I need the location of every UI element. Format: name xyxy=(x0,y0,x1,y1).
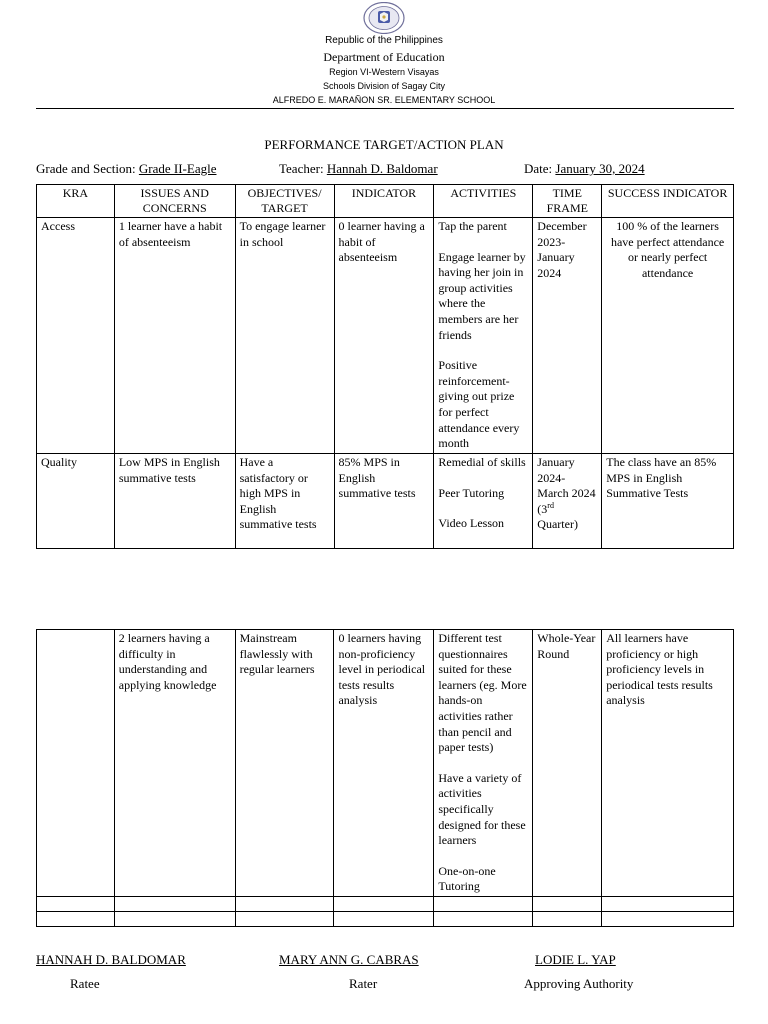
activity-item: Positive reinforcement- giving out prize for perfect attendance every month xyxy=(438,358,520,451)
header-activities: ACTIVITIES xyxy=(434,185,533,218)
grade-section xyxy=(36,161,216,177)
time-frame-cell xyxy=(533,454,602,549)
page-title: PERFORMANCE TARGET/ACTION PLAN xyxy=(264,137,504,152)
division-text: Schools Division of Sagay City xyxy=(322,81,446,91)
issues-cell: Low MPS in English summative tests xyxy=(114,454,235,549)
objectives-cell: Mainstream flawlessly with regular learners xyxy=(235,630,334,897)
date-label: Date: xyxy=(524,161,553,176)
date-value: January 30, 2024 xyxy=(555,161,645,176)
activity-item: Peer Tutoring xyxy=(438,485,505,500)
time-frame-text: January 2024- March 2024 (3 xyxy=(537,455,596,516)
time-frame-cell: Whole-Year Round xyxy=(533,630,602,897)
action-plan-table-continued xyxy=(36,629,734,927)
header-issues: ISSUES AND CONCERNS xyxy=(114,185,235,218)
rater-role: Rater xyxy=(349,976,378,991)
activity-item: Have a variety of activities specifically designed for these learners xyxy=(438,770,526,848)
indicator-cell: 85% MPS in English summative tests xyxy=(334,454,434,549)
header-time-frame: TIME FRAME xyxy=(533,185,602,218)
activity-item: One-on-one Tutoring xyxy=(438,863,496,894)
ordinal-suffix: rd xyxy=(547,500,554,510)
table-row xyxy=(37,218,734,454)
region-text: Region VI-Western Visayas xyxy=(329,67,439,77)
ratee-role: Ratee xyxy=(70,976,100,991)
approver-role: Approving Authority xyxy=(524,976,634,991)
kra-cell xyxy=(37,630,115,897)
grade-value: Grade II-Eagle xyxy=(138,161,217,176)
action-plan-table xyxy=(36,184,734,549)
teacher xyxy=(279,161,438,177)
teacher-value: Hannah D. Baldomar xyxy=(326,161,438,176)
empty-row xyxy=(37,896,734,911)
empty-row xyxy=(37,911,734,926)
activities-cell xyxy=(434,218,533,454)
header-success: SUCCESS INDICATOR xyxy=(602,185,734,218)
success-cell: All learners have proficiency or high proficiency levels in periodical tests results analysis xyxy=(602,630,734,897)
issues-cell: 2 learners having a difficulty in understanding and applying knowledge xyxy=(114,630,235,897)
rater-name: MARY ANN G. CABRAS xyxy=(279,952,419,967)
time-frame-end: Quarter) xyxy=(537,517,578,532)
department-text: Department of Education xyxy=(323,50,445,64)
teacher-label: Teacher: xyxy=(279,161,324,176)
indicator-cell: 0 learner having a habit of absenteeism xyxy=(334,218,434,454)
kra-cell: Quality xyxy=(37,454,115,549)
activity-item: Different test questionnaires suited for these learners (eg. More hands-on activities rather than pencil and paper tests) xyxy=(438,631,527,755)
ratee-name: HANNAH D. BALDOMAR xyxy=(36,952,186,967)
objectives-cell: To engage learner in school xyxy=(235,218,334,454)
republic-text: Republic of the Philippines xyxy=(325,35,443,46)
school-text: ALFREDO E. MARAÑON SR. ELEMENTARY SCHOOL xyxy=(272,95,496,105)
success-cell: The class have an 85% MPS in English Summative Tests xyxy=(602,454,734,549)
header-objectives: OBJECTIVES/ TARGET xyxy=(235,185,334,218)
date xyxy=(524,161,645,177)
deped-seal-logo xyxy=(363,2,405,34)
activities-cell xyxy=(434,454,533,549)
grade-label: Grade and Section: xyxy=(36,161,136,176)
activities-cell xyxy=(434,630,533,897)
table-header-row xyxy=(37,185,734,218)
issues-cell: 1 learner have a habit of absenteeism xyxy=(114,218,235,454)
indicator-cell: 0 learners having non-proficiency level in periodical tests results analysis xyxy=(334,630,434,897)
activity-item: Tap the parent xyxy=(438,219,507,233)
table-row xyxy=(37,454,734,549)
approver-name: LODIE L. YAP xyxy=(535,952,616,967)
header-divider xyxy=(36,108,734,109)
activity-item: Video Lesson xyxy=(438,516,504,531)
time-frame-cell: December 2023- January 2024 xyxy=(533,218,602,454)
table-row xyxy=(37,630,734,897)
header-indicator: INDICATOR xyxy=(334,185,434,218)
success-cell: 100 % of the learners have perfect attendance or nearly perfect attendance xyxy=(602,218,734,454)
kra-cell: Access xyxy=(37,218,115,454)
header-kra: KRA xyxy=(37,185,115,218)
objectives-cell: Have a satisfactory or high MPS in English summative tests xyxy=(235,454,334,549)
activity-item: Remedial of skills xyxy=(438,455,526,469)
activity-item: Engage learner by having her join in group activities where the members are her friends xyxy=(438,249,526,342)
